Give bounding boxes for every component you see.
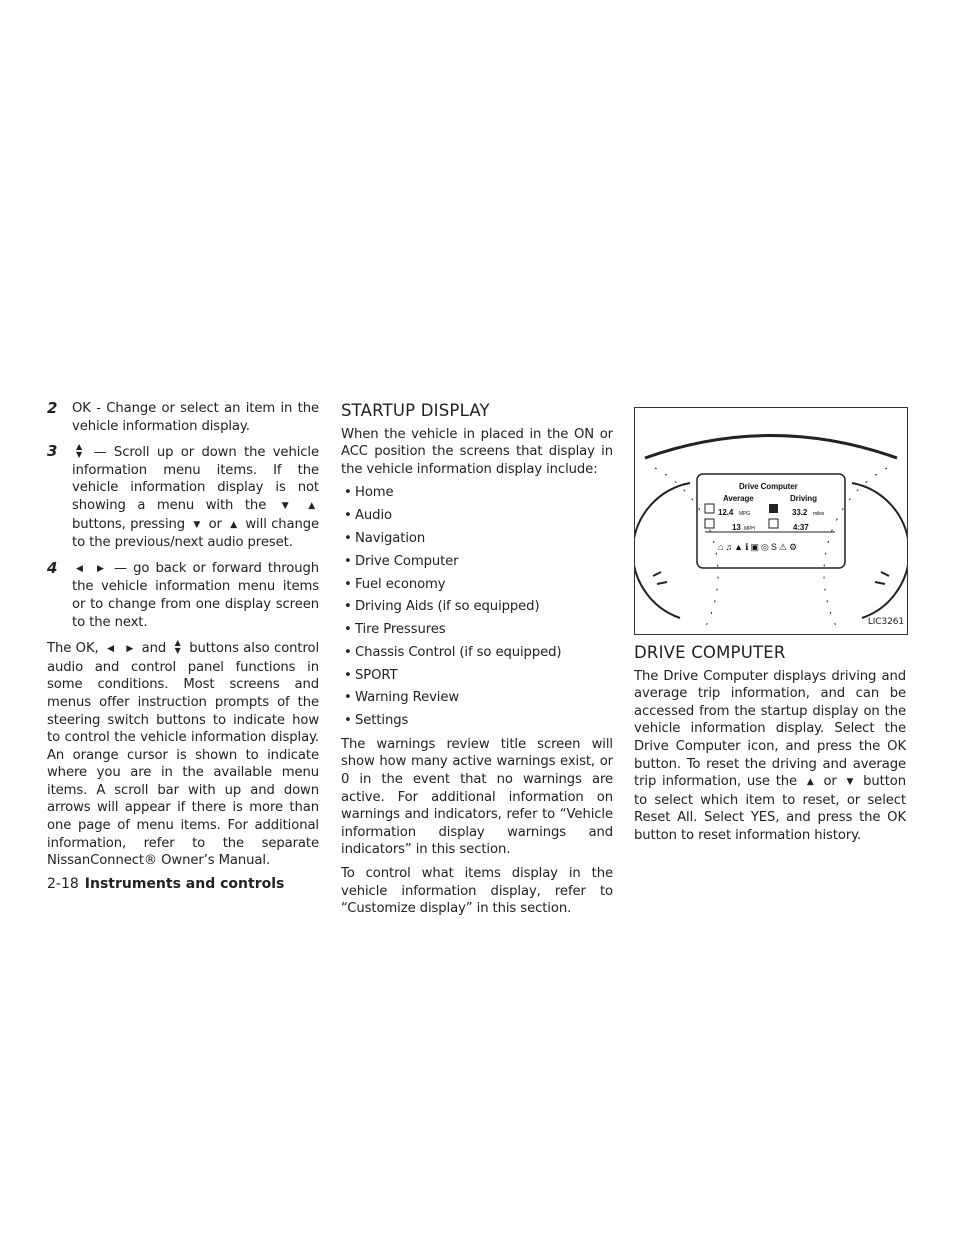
figure-mpg-value: 12.4 (718, 508, 734, 517)
list-item: • Settings (341, 712, 613, 730)
down-arrow-icon: ▼ (846, 777, 854, 788)
figure-title: Drive Computer (739, 482, 798, 491)
figure-driving-label: Driving (790, 494, 817, 503)
list-item: • Audio (341, 507, 613, 525)
figure-miles-value: 33.2 (792, 508, 808, 517)
section-title: Instruments and controls (84, 876, 285, 892)
list-item: • Chassis Control (if so equipped) (341, 644, 613, 662)
drive-computer-text-b: button to select which item to reset, or select Reset All. Select YES, and press the OK button to reset information history. (634, 774, 907, 843)
item-3-text-b: buttons, pressing (72, 516, 186, 532)
figure-icon-row: ⌂♫▲ℹ▣◎S⚠⚙ (718, 542, 800, 552)
page-footer (47, 876, 284, 892)
item-number-3: 3 (47, 442, 58, 461)
startup-screen-list (341, 484, 613, 729)
list-item: • Tire Pressures (341, 621, 613, 639)
figure-time-value: 4:37 (793, 523, 809, 532)
up-arrow-icon: ▲ (308, 500, 316, 511)
left-arrow-icon: ◀ (76, 563, 83, 574)
right-arrow-icon: ▶ (96, 563, 104, 574)
list-item: • Navigation (341, 530, 613, 548)
item-2 (47, 400, 319, 435)
item-3-text-c: or (208, 516, 222, 532)
list-item: • Home (341, 484, 613, 502)
item-number-2: 2 (47, 399, 58, 417)
drive-computer-text-a: The Drive Computer displays driving and average trip information, and can be accessed from the startup display on the vehicle information display. Select the Drive Computer icon, and press the OK button. To reset the driving and average trip information, use the (634, 668, 906, 790)
instrument-cluster-illustration (635, 408, 907, 634)
up-arrow-icon: ▲ (806, 777, 814, 788)
up-down-arrows-icon: ▲ ▼ (174, 638, 181, 656)
right-arrow-icon: ▶ (126, 644, 134, 655)
figure-label: LIC3261 (867, 617, 904, 628)
figure-average-label: Average (723, 494, 754, 503)
item-4-text: — go back or forward through the vehicle information menu items or to change from one display screen to the next. (72, 560, 320, 630)
warnings-paragraph: The warnings review title screen will show how many active warnings exist, or 0 in the event that no warnings are active. For additional information on warnings and indicators, refer to “Vehicle information display warnings and indicators” in this section. (341, 736, 613, 858)
figure-s: S (770, 542, 779, 552)
left-arrow-icon: ◀ (107, 644, 114, 655)
item-2-text: OK - Change or select an item in the vehicle information display. (72, 401, 319, 434)
drive-computer-heading: DRIVE COMPUTER (634, 643, 786, 662)
startup-intro: When the vehicle in placed in the ON or ACC position the screens that display in the vehicle information display include: (341, 426, 613, 477)
list-item: • Fuel economy (341, 576, 613, 594)
left-column (47, 400, 319, 876)
figure-miles-unit: miles (813, 511, 825, 517)
ok-buttons-paragraph (47, 639, 319, 870)
figure-mph-value: 13 (732, 523, 741, 532)
list-item: • Warning Review (341, 689, 613, 707)
middle-column (341, 400, 613, 924)
drive-computer-or: or (823, 774, 837, 790)
down-arrow-icon: ▼ (193, 519, 201, 530)
right-column (634, 400, 906, 851)
item-3 (47, 443, 319, 552)
up-arrow-icon: ▲ (230, 519, 238, 530)
paragraph-text-a: The OK, (47, 641, 99, 657)
drive-computer-paragraph (634, 668, 906, 845)
item-3-text-a: — Scroll up or down the vehicle information menu items. If the vehicle information display is not showing a menu with the (72, 445, 319, 513)
item-number-4: 4 (47, 558, 58, 577)
startup-display-heading: STARTUP DISPLAY (341, 401, 490, 420)
list-item: • Driving Aids (if so equipped) (341, 598, 613, 616)
customize-paragraph: To control what items display in the vehicle information display, refer to “Customize display” in this section. (341, 865, 613, 917)
item-3-text-d: will change to the previous/next audio preset. (72, 516, 320, 551)
figure-mpg-unit: MPG (739, 511, 751, 517)
up-down-arrows-icon: ▲ ▼ (76, 442, 83, 460)
paragraph-text-b: buttons also control audio and control panel functions in some conditions. Most screens and menus offer instruction prompts of the steering switch buttons to indicate how to control the vehicle information display. An orange cursor is shown to indicate where you are in the available menu items. A scroll bar with up and down arrows will appear if there is more than one page of menu items. For additional information, refer to the separate NissanConnect® Owner’s Manual. (47, 641, 320, 869)
paragraph-and: and (141, 641, 167, 657)
down-arrow-icon: ▼ (281, 500, 289, 511)
figure-mph-unit: MPH (744, 526, 755, 532)
item-4 (47, 560, 319, 631)
list-item: • SPORT (341, 667, 613, 685)
page-number: 2-18 (47, 876, 79, 892)
drive-computer-figure (634, 407, 908, 635)
list-item: • Drive Computer (341, 553, 613, 571)
